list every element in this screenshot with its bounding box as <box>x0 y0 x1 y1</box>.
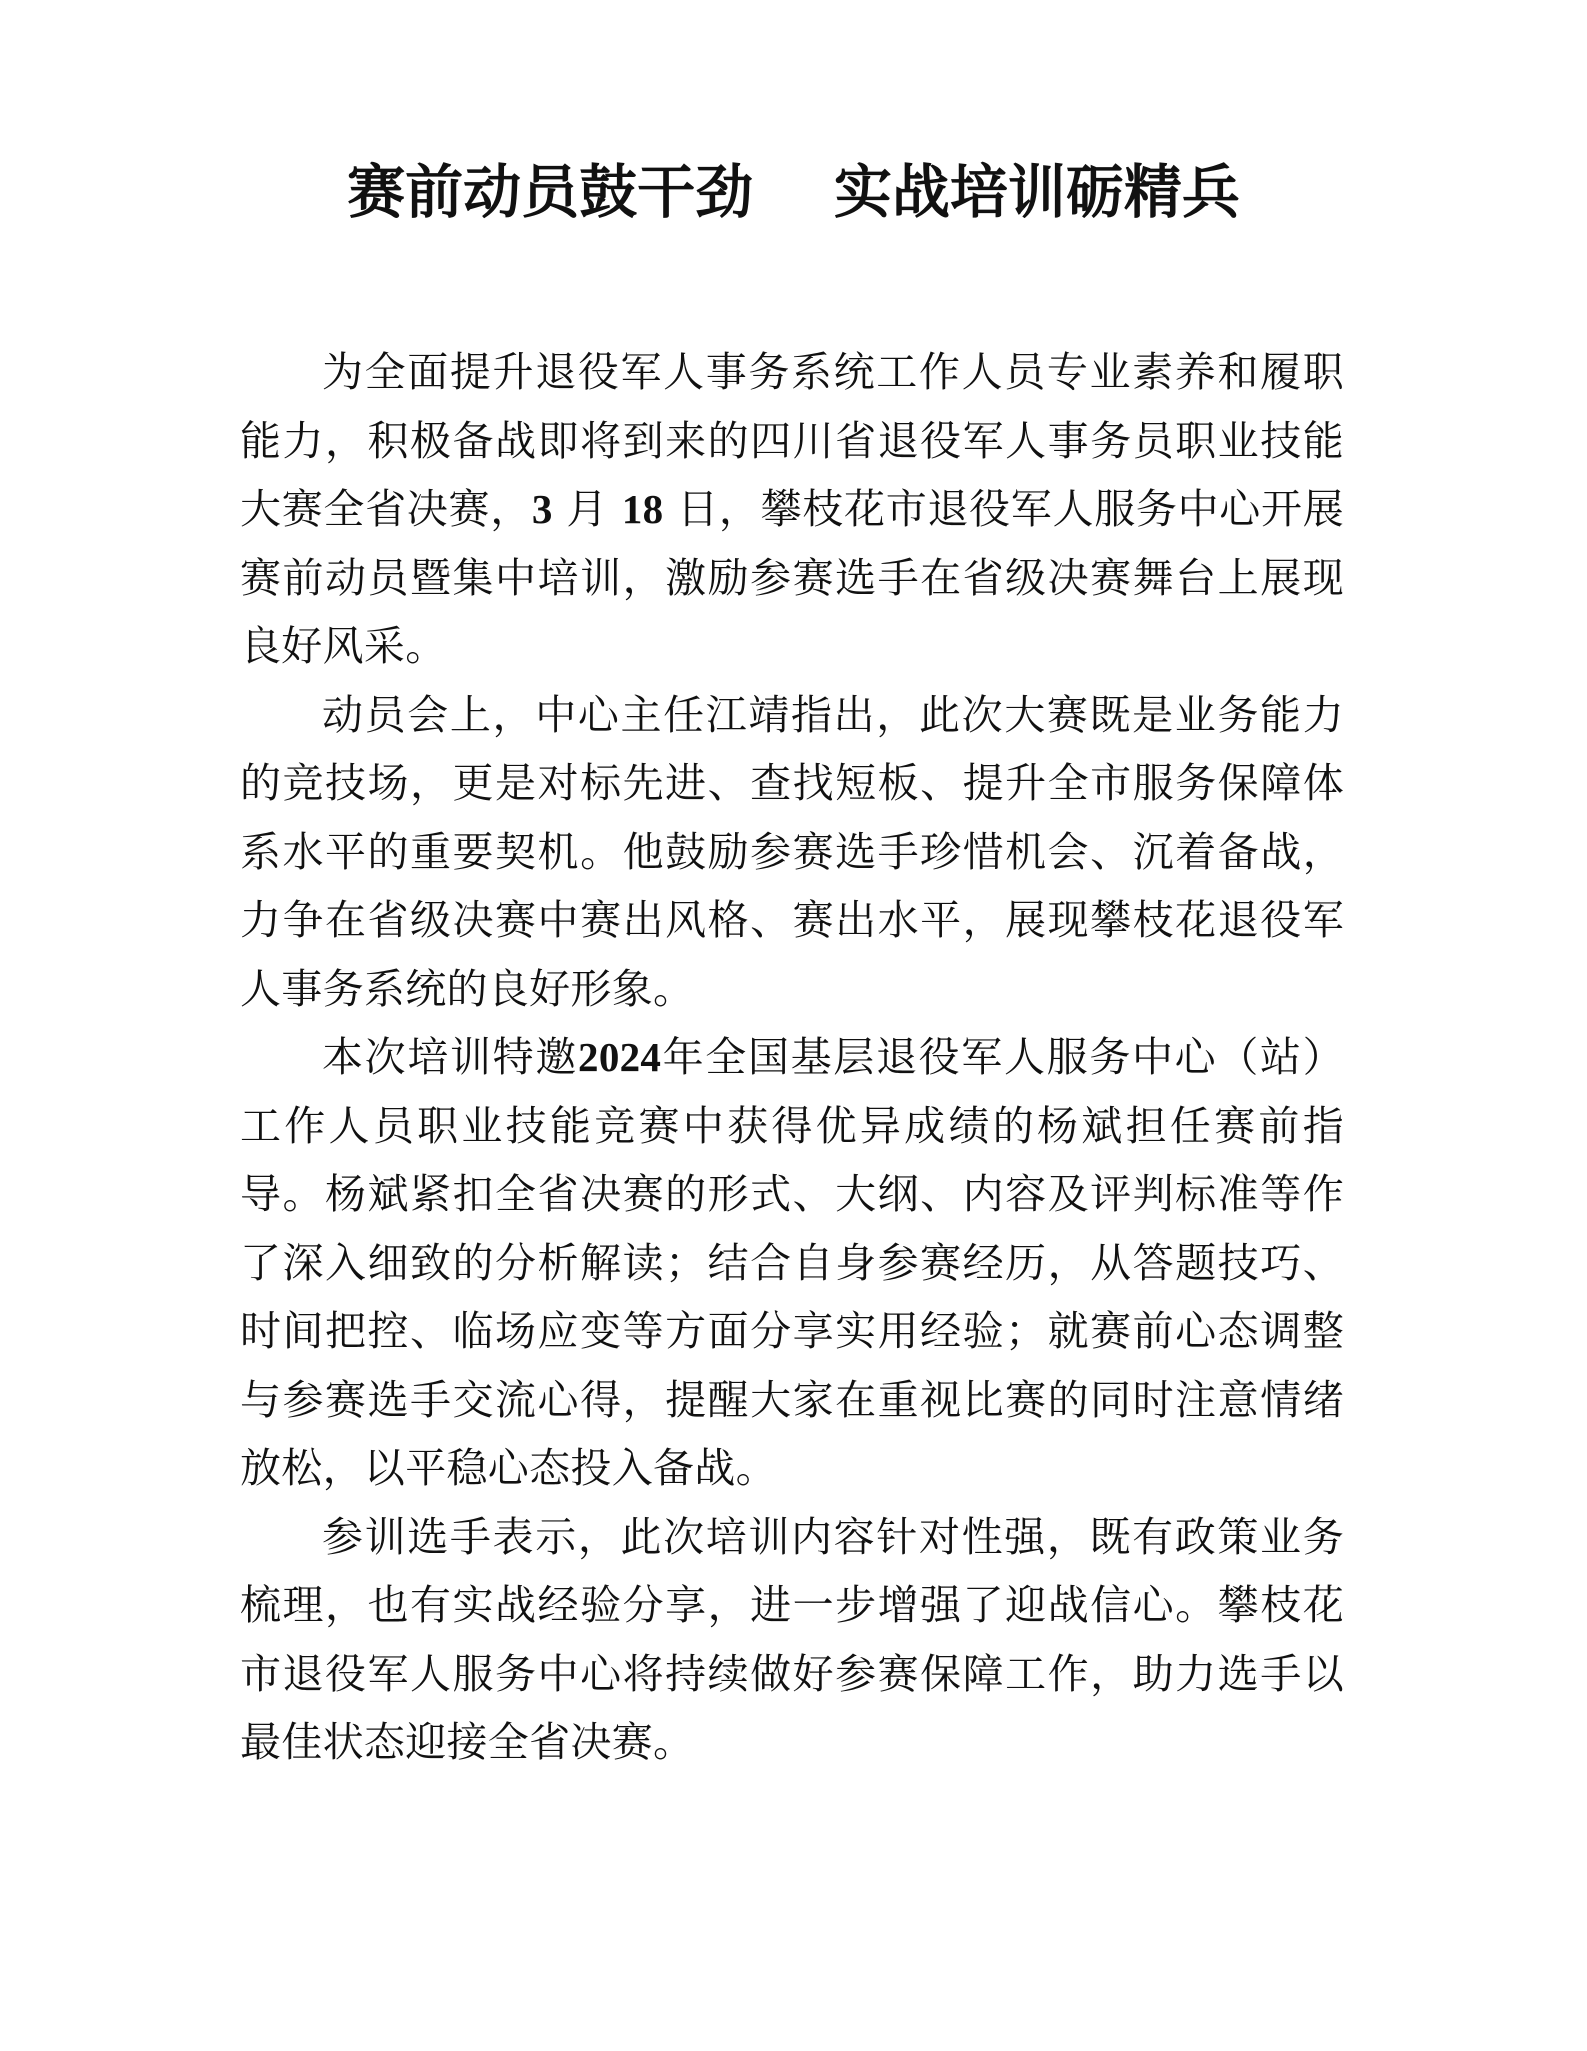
date-day-number: 18 <box>621 486 664 532</box>
paragraph-1-text-c: 日，攀枝花市退役军人服务中心开展赛前动员暨集中培训，激励参赛选手在省级决赛舞台上展现良好风采。 <box>240 485 1344 670</box>
document-body <box>240 338 1344 1777</box>
paragraph-3 <box>240 1023 1344 1503</box>
paragraph-2: 动员会上，中心主任江靖指出，此次大赛既是业务能力的竞技场，更是对标先进、查找短板、提升全市服务保障体系水平的重要契机。他鼓励参赛选手珍惜机会、沉着备战，力争在省级决赛中赛出风格、赛出水平，展现攀枝花退役军人事务系统的良好形象。 <box>240 690 1344 1013</box>
paragraph-4: 参训选手表示，此次培训内容针对性强，既有政策业务梳理，也有实战经验分享，进一步增强了迎战信心。攀枝花市退役军人服务中心将持续做好参赛保障工作，助力选手以最佳状态迎接全省决赛。 <box>240 1512 1344 1766</box>
year-number: 2024 <box>578 1034 662 1080</box>
paragraph-1 <box>240 338 1344 681</box>
paragraph-3-text-b: 年全国基层退役军人服务中心（站）工作人员职业技能竞赛中获得优异成绩的杨斌担任赛前指导。杨斌紧扣全省决赛的形式、大纲、内容及评判标准等作了深入细致的分析解读；结合自身参赛经历，从答题技巧、时间把控、临场应变等方面分享实用经验；就赛前心态调整与参赛选手交流心得，提醒大家在重视比赛的同时注意情绪放松，以平稳心态投入备战。 <box>240 1033 1344 1492</box>
document-title: 赛前动员鼓干劲 实战培训砺精兵 <box>347 158 1240 226</box>
paragraph-3-text-a: 本次培训特邀 <box>322 1033 579 1081</box>
date-month-number: 3 <box>531 486 553 532</box>
paragraph-1-text-a: 为全面提升退役军人事务系统工作人员专业素养和履职能力，积极备战即将到来的四川省退役军人事务员职业技能大赛全省决赛， <box>240 348 1344 533</box>
paragraph-1-text-b: 月 <box>552 485 622 533</box>
